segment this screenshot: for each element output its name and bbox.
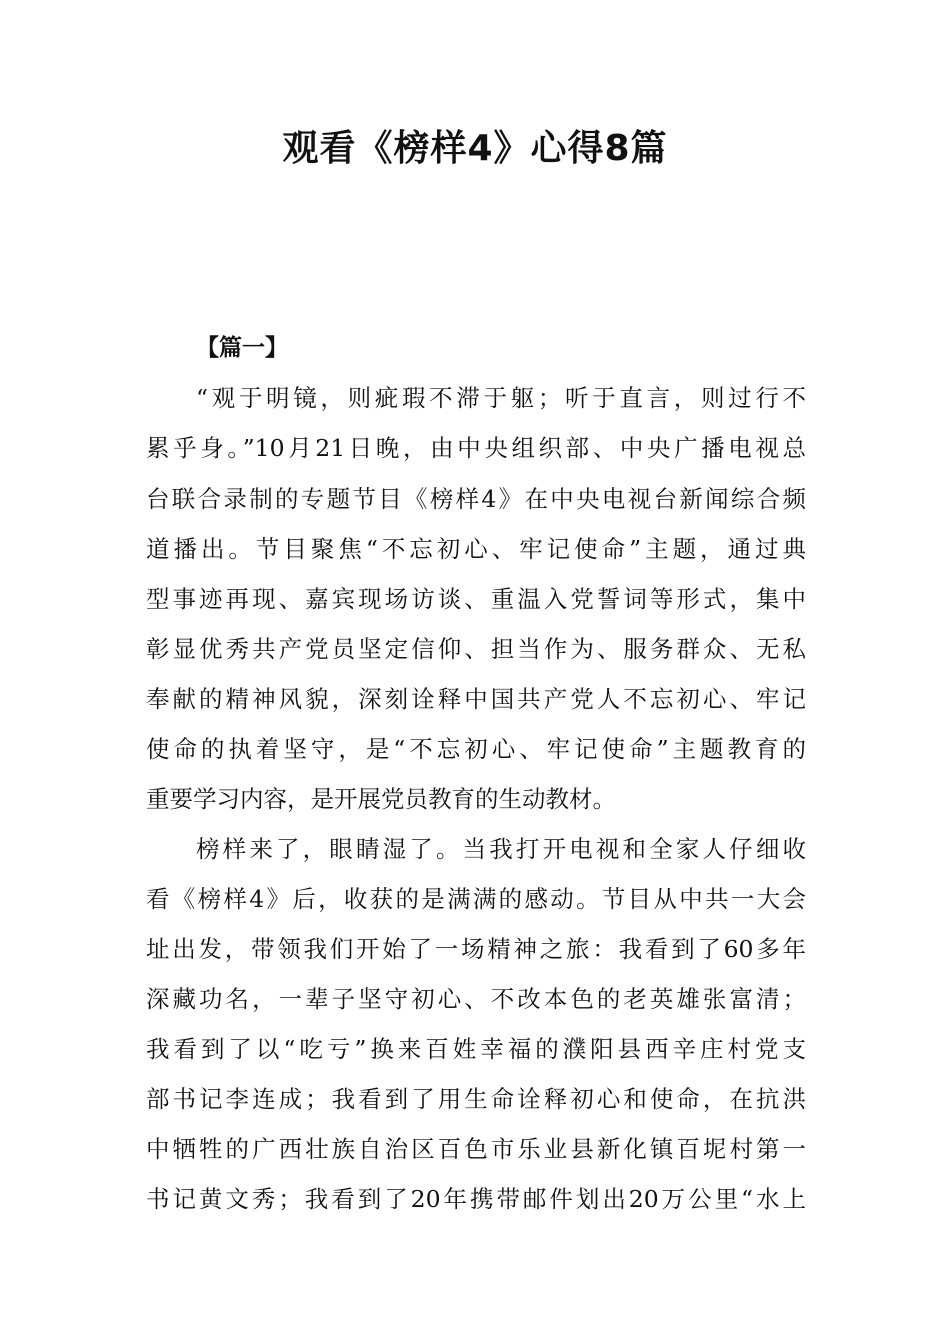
paragraph-line: 道播出。节目聚焦“不忘初心、牢记使命”主题，通过典 [146, 535, 806, 563]
paragraph-line: 重要学习内容，是开展党员教育的生动教材。 [146, 785, 616, 813]
paragraph-line: “观于明镜，则疵瑕不滞于躯；听于直言，则过行不 [196, 384, 806, 412]
paragraph-line: 深藏功名，一辈子坚守初心、不改本色的老英雄张富清； [146, 985, 806, 1013]
paragraph-line: 书记黄文秀；我看到了20年携带邮件划出20万公里“水上 [146, 1185, 806, 1213]
paragraph-line: 台联合录制的专题节目《榜样4》在中央电视台新闻综合频 [146, 485, 806, 513]
paragraph-line: 累乎身。”10月21日晚，由中央组织部、中央广播电视总 [146, 434, 806, 462]
section-heading: 【篇一】 [196, 334, 288, 361]
document-title: 观看《榜样4》心得8篇 [282, 128, 668, 169]
paragraph-line: 使命的执着坚守，是“不忘初心、牢记使命”主题教育的 [146, 735, 806, 763]
paragraph-line: 彰显优秀共产党员坚定信仰、担当作为、服务群众、无私 [146, 635, 806, 663]
paragraph-line: 看《榜样4》后，收获的是满满的感动。节目从中共一大会 [146, 885, 806, 913]
paragraph-line: 部书记李连成；我看到了用生命诠释初心和使命，在抗洪 [146, 1085, 806, 1113]
paragraph-line: 榜样来了，眼睛湿了。当我打开电视和全家人仔细收 [196, 835, 806, 863]
paragraph-line: 奉献的精神风貌，深刻诠释中国共产党人不忘初心、牢记 [146, 685, 806, 713]
paragraph-line: 我看到了以“吃亏”换来百姓幸福的濮阳县西辛庄村党支 [146, 1035, 806, 1063]
paragraph-line: 中牺牲的广西壮族自治区百色市乐业县新化镇百坭村第一 [146, 1135, 806, 1163]
paragraph-line: 址出发，带领我们开始了一场精神之旅：我看到了60多年 [146, 935, 806, 963]
paragraph-line: 型事迹再现、嘉宾现场访谈、重温入党誓词等形式，集中 [146, 585, 806, 613]
